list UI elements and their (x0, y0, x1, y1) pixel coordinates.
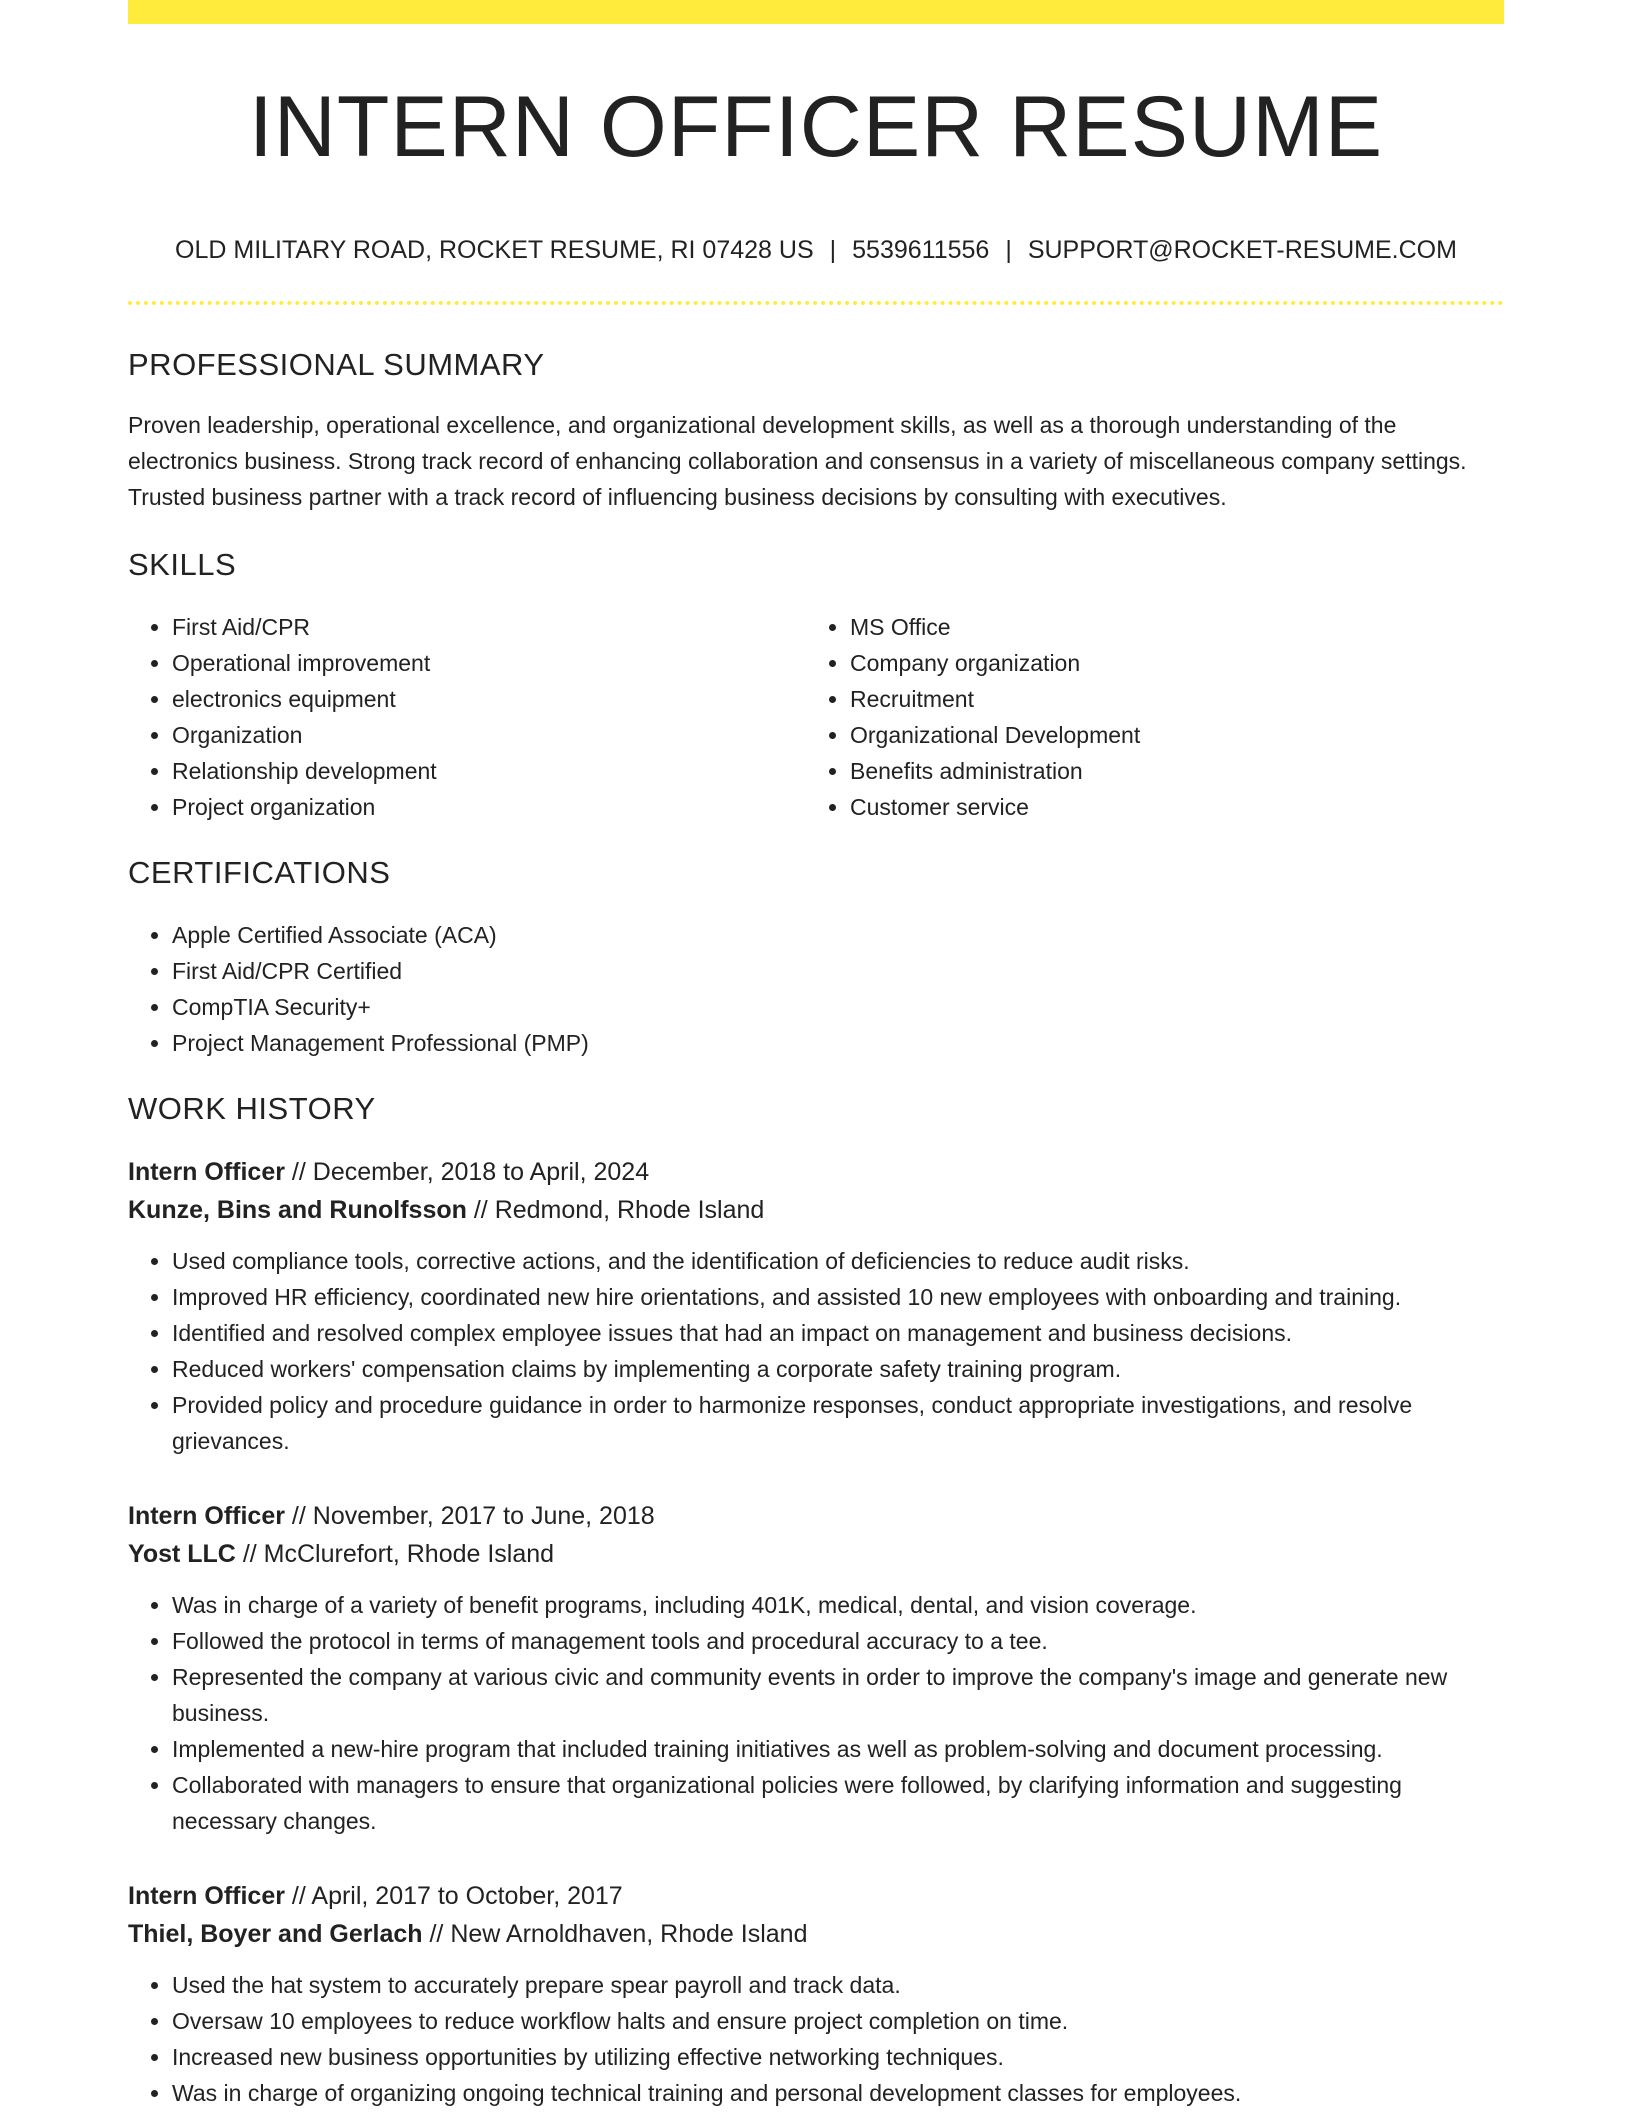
contact-line (128, 236, 1504, 265)
list-item: • Organizational Development (850, 717, 1484, 753)
summary-text: Proven leadership, operational excellence, and organizational development skills, as well as a thorough understanding of the electronics business. Strong track record of enhancing collaboration and consensus in a variety of miscellaneous company settings. Trusted business partner with a track record of influencing business decisions by consulting with executives. (128, 412, 1467, 510)
job-location: // Redmond, Rhode Island (466, 1196, 765, 1224)
job-company: Thiel, Boyer and Gerlach (128, 1920, 423, 1948)
list-item: • Increased new business opportunities by utilizing effective networking techniques. (172, 2039, 1504, 2075)
list-item: • Provided policy and procedure guidance in order to harmonize responses, conduct appropriate investigations, and resolve grievances. (172, 1387, 1504, 1459)
list-item: • Recruitment (850, 681, 1484, 717)
job-role: Intern Officer (128, 1158, 285, 1186)
list-item: • electronics equipment (172, 681, 806, 717)
list-item: • Company organization (850, 645, 1484, 681)
list-item: • Oversaw 10 employees to reduce workflow halts and ensure project completion on time. (172, 2003, 1504, 2039)
certifications-list (128, 917, 1504, 1061)
job-entry (128, 1877, 1504, 2111)
list-item: • Implemented a new-hire program that included training initiatives as well as problem-solving and document processing. (172, 1731, 1504, 1767)
list-item: • Reduced workers' compensation claims by implementing a corporate safety training program. (172, 1351, 1504, 1387)
skills-heading: SKILLS (128, 547, 237, 582)
certifications-heading: CERTIFICATIONS (128, 855, 391, 890)
list-item: • MS Office (850, 609, 1484, 645)
job-company-line (128, 1915, 1504, 1953)
skills-column-left (128, 609, 806, 825)
list-item: • Benefits administration (850, 753, 1484, 789)
list-item: • Project Management Professional (PMP) (172, 1025, 1504, 1061)
job-location: // McClurefort, Rhode Island (235, 1540, 555, 1568)
job-dates: // December, 2018 to April, 2024 (284, 1158, 650, 1186)
job-company: Yost LLC (128, 1540, 236, 1568)
list-item: • Used compliance tools, corrective actions, and the identification of deficiencies to reduce audit risks. (172, 1243, 1504, 1279)
address: OLD MILITARY ROAD, ROCKET RESUME, RI 07428 US (175, 236, 814, 264)
job-company-line (128, 1191, 1504, 1229)
list-item: • Improved HR efficiency, coordinated new hire orientations, and assisted 10 new employees with onboarding and training. (172, 1279, 1504, 1315)
skills-column-right (806, 609, 1484, 825)
list-item: • Was in charge of a variety of benefit programs, including 401K, medical, dental, and vision coverage. (172, 1587, 1504, 1623)
job-role-line (128, 1497, 1504, 1535)
job-dates: // April, 2017 to October, 2017 (284, 1882, 623, 1910)
summary-heading: PROFESSIONAL SUMMARY (128, 347, 545, 382)
job-dates: // November, 2017 to June, 2018 (284, 1502, 655, 1530)
resume-title: INTERN OFFICER RESUME (248, 79, 1384, 175)
resume-page (128, 0, 1504, 2111)
list-item: • First Aid/CPR (172, 609, 806, 645)
job-entry (128, 1497, 1504, 1839)
job-role: Intern Officer (128, 1882, 285, 1910)
job-bullets (128, 1967, 1504, 2111)
job-role-line (128, 1877, 1504, 1915)
job-company-line (128, 1535, 1504, 1573)
contact-separator: | (1005, 236, 1012, 264)
job-company: Kunze, Bins and Runolfsson (128, 1196, 467, 1224)
list-item: • Collaborated with managers to ensure that organizational policies were followed, by clarifying information and suggesting necessary changes. (172, 1767, 1504, 1839)
list-item: • First Aid/CPR Certified (172, 953, 1504, 989)
job-role-line (128, 1153, 1504, 1191)
list-item: • Used the hat system to accurately prepare spear payroll and track data. (172, 1967, 1504, 2003)
list-item: • Project organization (172, 789, 806, 825)
phone: 5539611556 (852, 236, 990, 264)
job-role: Intern Officer (128, 1502, 285, 1530)
dotted-divider (128, 301, 1504, 305)
list-item: • Identified and resolved complex employee issues that had an impact on management and business decisions. (172, 1315, 1504, 1351)
top-accent-bar (128, 0, 1504, 24)
job-bullets (128, 1243, 1504, 1459)
contact-separator: | (829, 236, 837, 264)
skills-list (128, 609, 1504, 825)
list-item: • Organization (172, 717, 806, 753)
email: SUPPORT@ROCKET-RESUME.COM (1027, 236, 1457, 264)
job-entry (128, 1153, 1504, 1459)
list-item: • Customer service (850, 789, 1484, 825)
list-item: • Apple Certified Associate (ACA) (172, 917, 1504, 953)
work-history-heading: WORK HISTORY (128, 1091, 376, 1126)
list-item: • Followed the protocol in terms of management tools and procedural accuracy to a tee. (172, 1623, 1504, 1659)
list-item: • Was in charge of organizing ongoing technical training and personal development classes for employees. (172, 2075, 1504, 2111)
job-bullets (128, 1587, 1504, 1839)
list-item: • CompTIA Security+ (172, 989, 1504, 1025)
list-item: • Represented the company at various civic and community events in order to improve the company's image and generate new business. (172, 1659, 1504, 1731)
list-item: • Relationship development (172, 753, 806, 789)
job-location: // New Arnoldhaven, Rhode Island (422, 1920, 808, 1948)
list-item: • Operational improvement (172, 645, 806, 681)
